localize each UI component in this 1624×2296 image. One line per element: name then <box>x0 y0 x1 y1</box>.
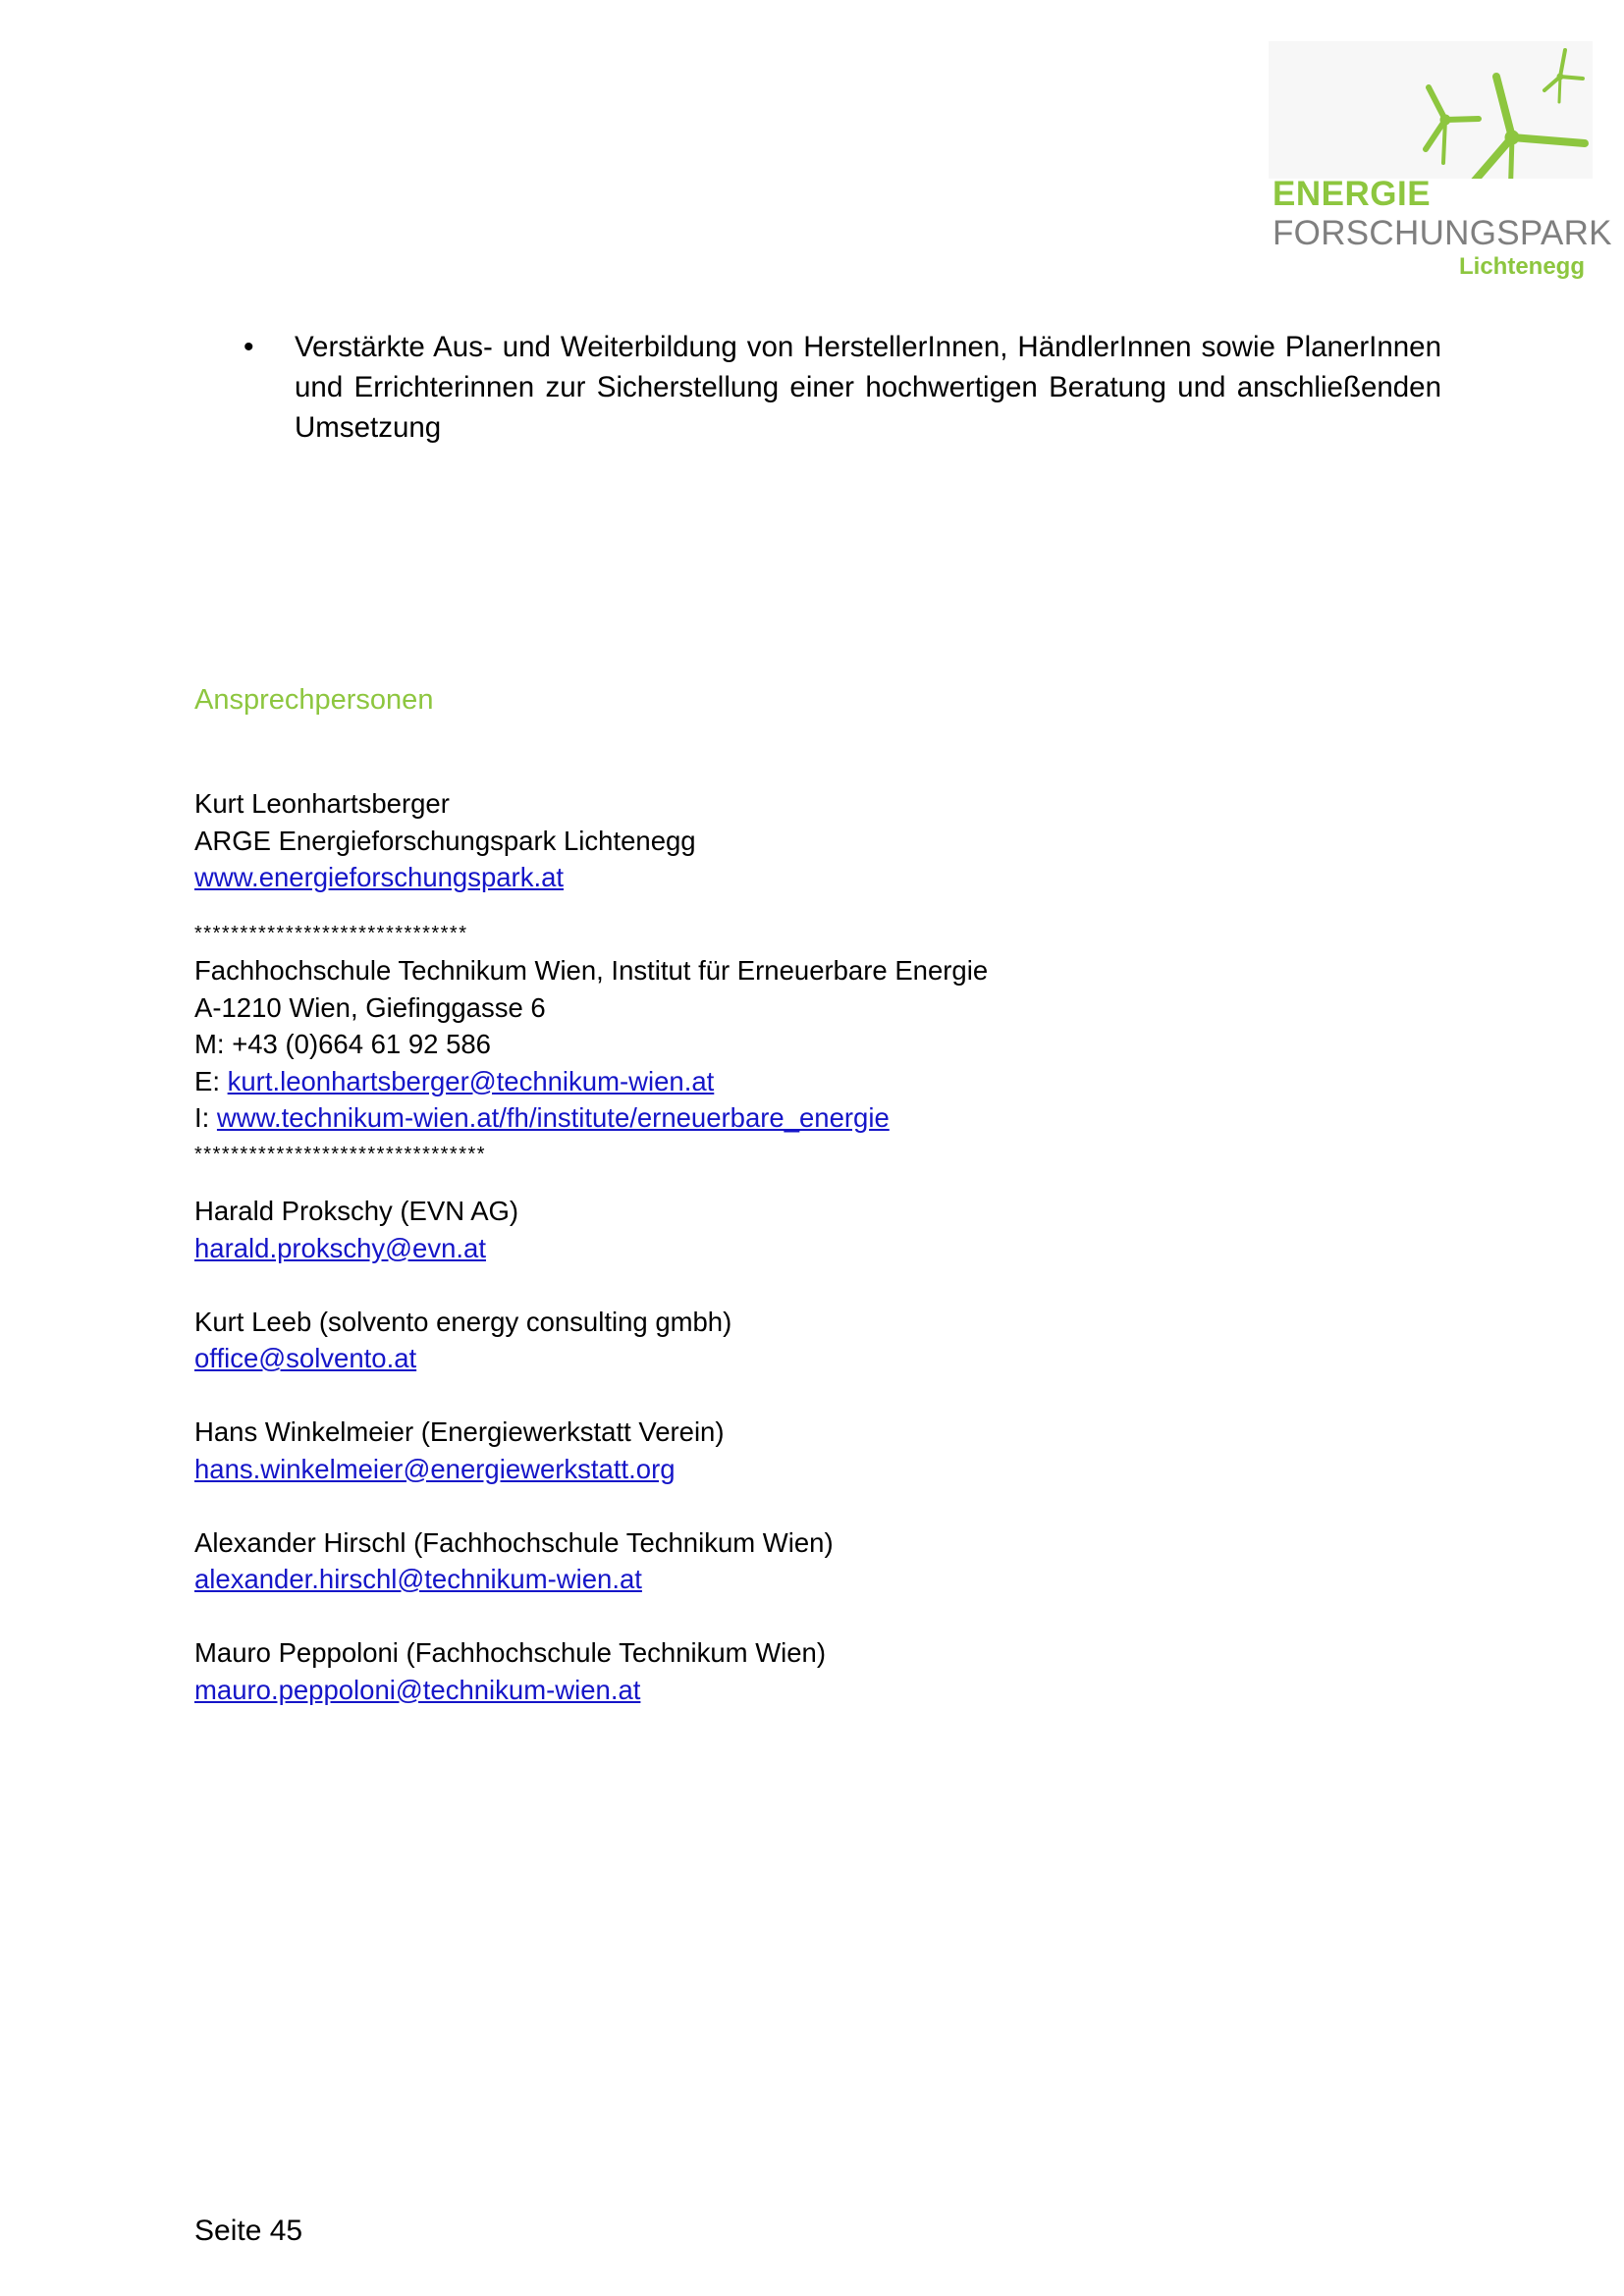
website-link[interactable]: www.energieforschungspark.at <box>194 862 565 892</box>
contact-name: Kurt Leonhartsberger <box>194 788 450 819</box>
email-line <box>194 1063 988 1100</box>
bullet-text: Verstärkte Aus- und Weiterbildung von HerstellerInnen, HändlerInnen sowie PlanerInnen und Errichterinnen zur Sicherstellung einer hochwertigen Beratung und anschließenden Umsetzung <box>295 331 1441 444</box>
email-link[interactable]: kurt.leonhartsberger@technikum-wien.at <box>227 1065 715 1096</box>
contact-email-link[interactable]: harald.prokschy@evn.at <box>194 1232 486 1263</box>
internet-label: I: <box>194 1102 210 1133</box>
wind-turbines-icon <box>1269 41 1593 179</box>
mobile-line <box>194 1026 988 1063</box>
logo-line-energie: ENERGIE <box>1272 175 1432 213</box>
energieforschungspark-logo <box>1269 41 1612 287</box>
contact-email-link[interactable]: mauro.peppoloni@technikum-wien.at <box>194 1674 641 1705</box>
internet-line <box>194 1099 988 1137</box>
bullet-list-item <box>244 327 1441 448</box>
contact-email-link[interactable]: office@solvento.at <box>194 1343 417 1373</box>
contact-email-link[interactable]: hans.winkelmeier@energiewerkstatt.org <box>194 1453 676 1484</box>
bullet-dot-icon: • <box>244 331 254 363</box>
logo-line-forschungspark: FORSCHUNGSPARK <box>1272 214 1612 252</box>
institution: Fachhochschule Technikum Wien, Institut für Erneuerbare Energie <box>194 955 989 986</box>
logo-line-lichtenegg: Lichtenegg <box>1458 253 1585 280</box>
page-number: Seite 45 <box>194 2215 303 2247</box>
mobile-label: M: <box>194 1029 225 1059</box>
email-label: E: <box>194 1065 220 1096</box>
contact-list <box>194 785 988 1708</box>
internet-link[interactable]: www.technikum-wien.at/fh/institute/erneuerbare_energie <box>216 1102 890 1133</box>
contact-name: Hans Winkelmeier (Energiewerkstatt Verein) <box>194 1416 725 1447</box>
mobile-number: +43 (0)664 61 92 586 <box>232 1029 491 1059</box>
contact-name: Mauro Peppoloni (Fachhochschule Technikum Wien) <box>194 1637 827 1668</box>
contact-name: Harald Prokschy (EVN AG) <box>194 1196 519 1226</box>
contact-email-link[interactable]: alexander.hirschl@technikum-wien.at <box>194 1564 642 1594</box>
separator-stars: ******************************** <box>194 1143 487 1165</box>
address: A-1210 Wien, Giefinggasse 6 <box>194 991 546 1023</box>
contact-name: Kurt Leeb (solvento energy consulting gmbh) <box>194 1306 732 1337</box>
contact-name: Alexander Hirschl (Fachhochschule Technikum Wien) <box>194 1526 834 1558</box>
section-heading: Ansprechpersonen <box>194 684 434 716</box>
separator-stars: ****************************** <box>194 922 468 944</box>
contact-org: ARGE Energieforschungspark Lichtenegg <box>194 825 696 856</box>
